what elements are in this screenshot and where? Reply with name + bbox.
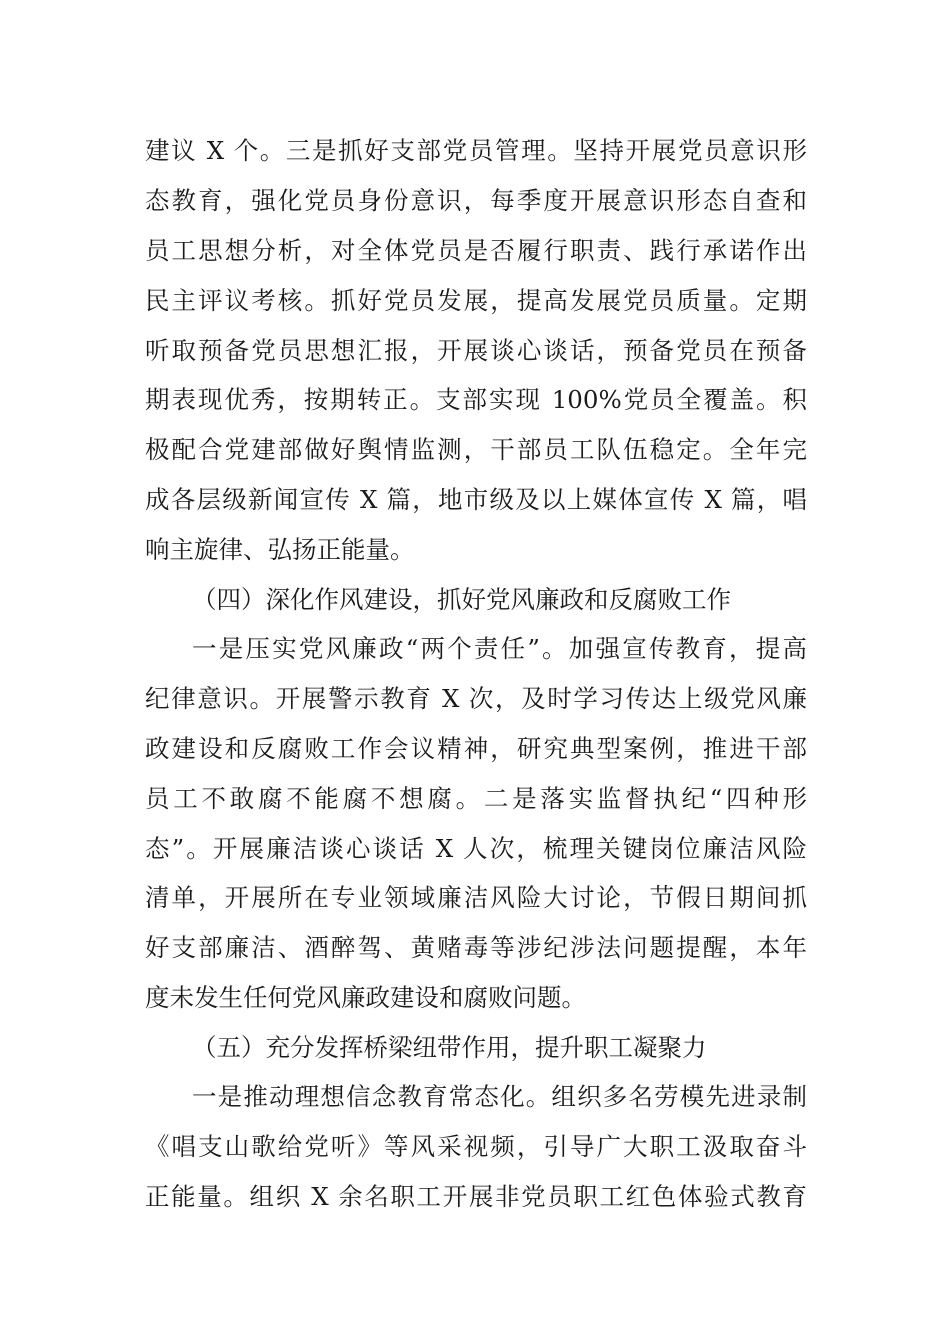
text-line: 态”。开展廉洁谈心谈话 X 人次，梳理关键岗位廉洁风险 — [145, 834, 807, 863]
text-line: 期表现优秀，按期转正。支部实现 100%党员全覆盖。积 — [145, 385, 807, 414]
text-line: 员工不敢腐不能腐不想腐。二是落实监督执纪“四种形 — [145, 784, 807, 813]
text-line: 度未发生任何党风廉政建设和腐败问题。 — [145, 983, 586, 1012]
text-line: 态教育，强化党员身份意识，每季度开展意识形态自查和 — [145, 186, 807, 215]
text-line: 政建设和反腐败工作会议精神，研究典型案例，推进干部 — [145, 734, 807, 763]
text-line: 纪律意识。开展警示教育 X 次，及时学习传达上级党风廉 — [145, 684, 807, 713]
text-line: 正能量。组织 X 余名职工开展非党员职工红色体验式教育 — [145, 1182, 807, 1211]
text-line: 民主评议考核。抓好党员发展，提高发展党员质量。定期 — [145, 286, 807, 315]
text-line: 一是推动理想信念教育常态化。组织多名劳模先进录制 — [192, 1082, 807, 1111]
text-line: 成各层级新闻宣传 X 篇，地市级及以上媒体宣传 X 篇，唱 — [145, 485, 807, 514]
text-line: 好支部廉洁、酒醉驾、黄赌毒等涉纪涉法问题提醒，本年 — [145, 933, 807, 962]
text-line: 响主旋律、弘扬正能量。 — [145, 535, 415, 564]
text-line: 清单，开展所在专业领域廉洁风险大讨论，节假日期间抓 — [145, 883, 807, 912]
text-line: 一是压实党风廉政“两个责任”。加强宣传教育，提高 — [192, 634, 807, 663]
text-line: 建议 X 个。三是抓好支部党员管理。坚持开展党员意识形 — [145, 136, 807, 165]
text-line: 员工思想分析，对全体党员是否履行职责、践行承诺作出 — [145, 236, 807, 265]
section-heading: （四）深化作风建设，抓好党风廉政和反腐败工作 — [192, 585, 731, 614]
text-line: 听取预备党员思想汇报，开展谈心谈话，预备党员在预备 — [145, 336, 807, 365]
text-line: 极配合党建部做好舆情监测，干部员工队伍稳定。全年完 — [145, 435, 807, 464]
section-heading: （五）充分发挥桥梁纽带作用，提升职工凝聚力 — [192, 1033, 707, 1062]
text-line: 《唱支山歌给党听》等风采视频，引导广大职工汲取奋斗 — [145, 1132, 807, 1161]
